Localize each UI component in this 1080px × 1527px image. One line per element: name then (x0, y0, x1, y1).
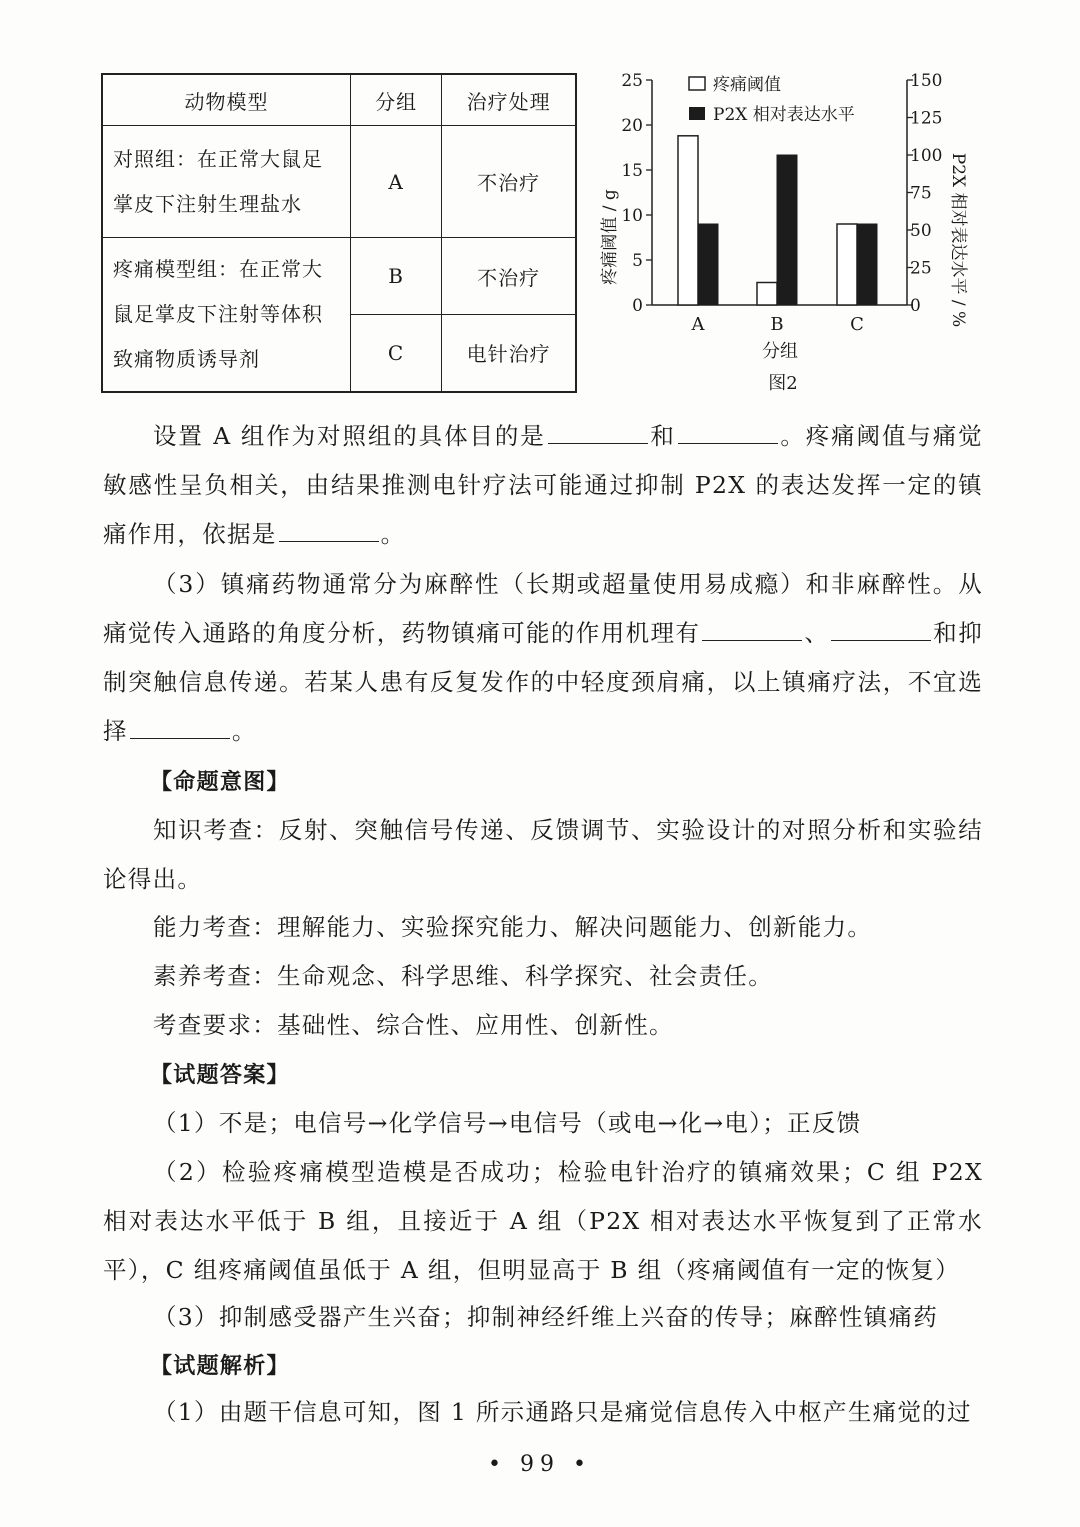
table-cell-pain-model: 疼痛模型组：在正常大鼠足掌皮下注射等体积致痛物质诱导剂 (102, 238, 350, 392)
legend-label-threshold: 疼痛阈值 (713, 75, 781, 95)
table-header-treatment: 治疗处理 (442, 74, 576, 126)
right-tick-label: 150 (910, 71, 943, 91)
right-axis (907, 71, 942, 316)
table-header-model: 动物模型 (102, 74, 350, 126)
left-tick-label: 10 (621, 206, 643, 226)
legend-swatch-threshold (689, 77, 705, 90)
answer-blank (130, 714, 230, 739)
bar-threshold-B (757, 283, 777, 306)
answer-blank (548, 419, 648, 444)
legend-label-p2x: P2X 相对表达水平 (713, 105, 855, 125)
table-cell-treatment: 电针治疗 (442, 315, 576, 392)
right-tick-label: 50 (910, 221, 932, 241)
answer-2: （2）检验疼痛模型造模是否成功；检验电针治疗的镇痛效果；C 组 P2X 相对表达水平低于 B 组，且接近于 A 组（P2X 相对表达水平恢复到了正常水平），C 组疼痛阈值虽低于 A 组，但明显高于 B 组（疼痛阈值有一定的恢复） (103, 1158, 983, 1284)
bars (678, 136, 877, 305)
section-title: 【试题解析】 (150, 1354, 290, 1379)
analysis-1: （1）由题干信息可知，图 1 所示通路只是痛觉信息传入中枢产生痛觉的过 (153, 1398, 972, 1426)
x-category-labels (691, 314, 864, 335)
left-axis-label: 疼痛阈值 / g (600, 189, 620, 285)
paragraph-literacy: 素养考查：生命观念、科学思维、科学探究、社会责任。 (153, 962, 773, 990)
section-title: 【试题答案】 (150, 1063, 290, 1088)
right-axis-label: P2X 相对表达水平 / % (948, 152, 968, 328)
bar-p2x-A (698, 224, 718, 305)
text-segment: 。疼痛阈值与痛觉敏感性呈负相关，由结果推测电针疗法可能通过抑制 P2X 的表达发挥一定的镇痛作用，依据是 (103, 422, 983, 548)
right-tick-label: 125 (910, 108, 943, 129)
section-heading-analysis (150, 1341, 1030, 1391)
table-cell-treatment: 不治疗 (442, 238, 576, 315)
legend-swatch-p2x (689, 107, 705, 120)
left-tick-label: 0 (632, 296, 643, 316)
bar-threshold-A (678, 136, 698, 305)
left-tick-label: 25 (621, 71, 643, 91)
section-heading-answer (150, 1050, 1030, 1100)
answer-blank (831, 616, 931, 641)
right-tick-label: 0 (910, 296, 921, 316)
answer-blank (702, 616, 802, 641)
text-segment: 、 (804, 619, 830, 647)
text-segment: 和抑制突触信息传递。若某人患有反复发作的中轻度颈肩痛，以上镇痛疗法，不宜选择 (103, 619, 983, 745)
text-segment: （3）镇痛药物通常分为麻醉性（长期或超量使用易成瘾）和非麻醉性。从痛觉传入通路的角度分析，药物镇痛可能的作用机理有 (103, 570, 983, 647)
text-segment: 和 (649, 422, 676, 450)
text-segment: 设置 A 组作为对照组的具体目的是 (153, 422, 546, 450)
table-cell-group: B (350, 238, 441, 315)
table-cell-treatment: 不治疗 (442, 126, 576, 238)
bar-p2x-C (857, 224, 877, 305)
page-number: • 99 • (488, 1452, 592, 1477)
answer-1: （1）不是；电信号→化学信号→电信号（或电→化→电）；正反馈 (153, 1109, 862, 1137)
answer-3: （3）抑制感受器产生兴奋；抑制神经纤维上兴奋的传导；麻醉性镇痛药 (153, 1303, 939, 1331)
section-heading-intent (150, 757, 1030, 807)
table-header-row (102, 74, 576, 126)
x-category-B: B (770, 314, 784, 335)
table-row (102, 238, 576, 315)
text-segment: 。 (231, 717, 257, 745)
bar-chart-figure-2 (595, 62, 980, 402)
chart-title: 图2 (768, 373, 798, 394)
table-row (102, 126, 576, 238)
left-tick-label: 20 (621, 116, 643, 136)
answer-blank (279, 517, 379, 542)
table-header-group: 分组 (350, 74, 441, 126)
paragraph-question-3 (103, 560, 983, 756)
x-axis-label: 分组 (762, 341, 798, 362)
paragraph-knowledge: 知识考查：反射、突触信号传递、反馈调节、实验设计的对照分析和实验结论得出。 (103, 816, 983, 893)
bar-p2x-B (777, 155, 797, 305)
answer-blank (678, 419, 778, 444)
right-tick-label: 75 (910, 183, 932, 204)
bar-threshold-C (837, 224, 857, 305)
paragraph-control-purpose (103, 412, 983, 559)
paragraph-ability: 能力考查：理解能力、实验探究能力、解决问题能力、创新能力。 (153, 913, 873, 941)
left-tick-label: 5 (632, 251, 643, 271)
x-category-C: C (850, 314, 864, 335)
right-tick-label: 100 (910, 146, 943, 166)
right-tick-label: 25 (910, 258, 932, 279)
x-category-A: A (691, 314, 705, 335)
table-cell-group: C (350, 315, 441, 392)
table-cell-control-model: 对照组：在正常大鼠足掌皮下注射生理盐水 (102, 126, 350, 238)
table-cell-group: A (350, 126, 441, 238)
animal-model-table (101, 73, 577, 393)
text-segment: 。 (380, 520, 406, 548)
left-tick-label: 15 (621, 161, 643, 181)
paragraph-requirement: 考查要求：基础性、综合性、应用性、创新性。 (153, 1011, 674, 1039)
section-title: 【命题意图】 (150, 770, 290, 795)
